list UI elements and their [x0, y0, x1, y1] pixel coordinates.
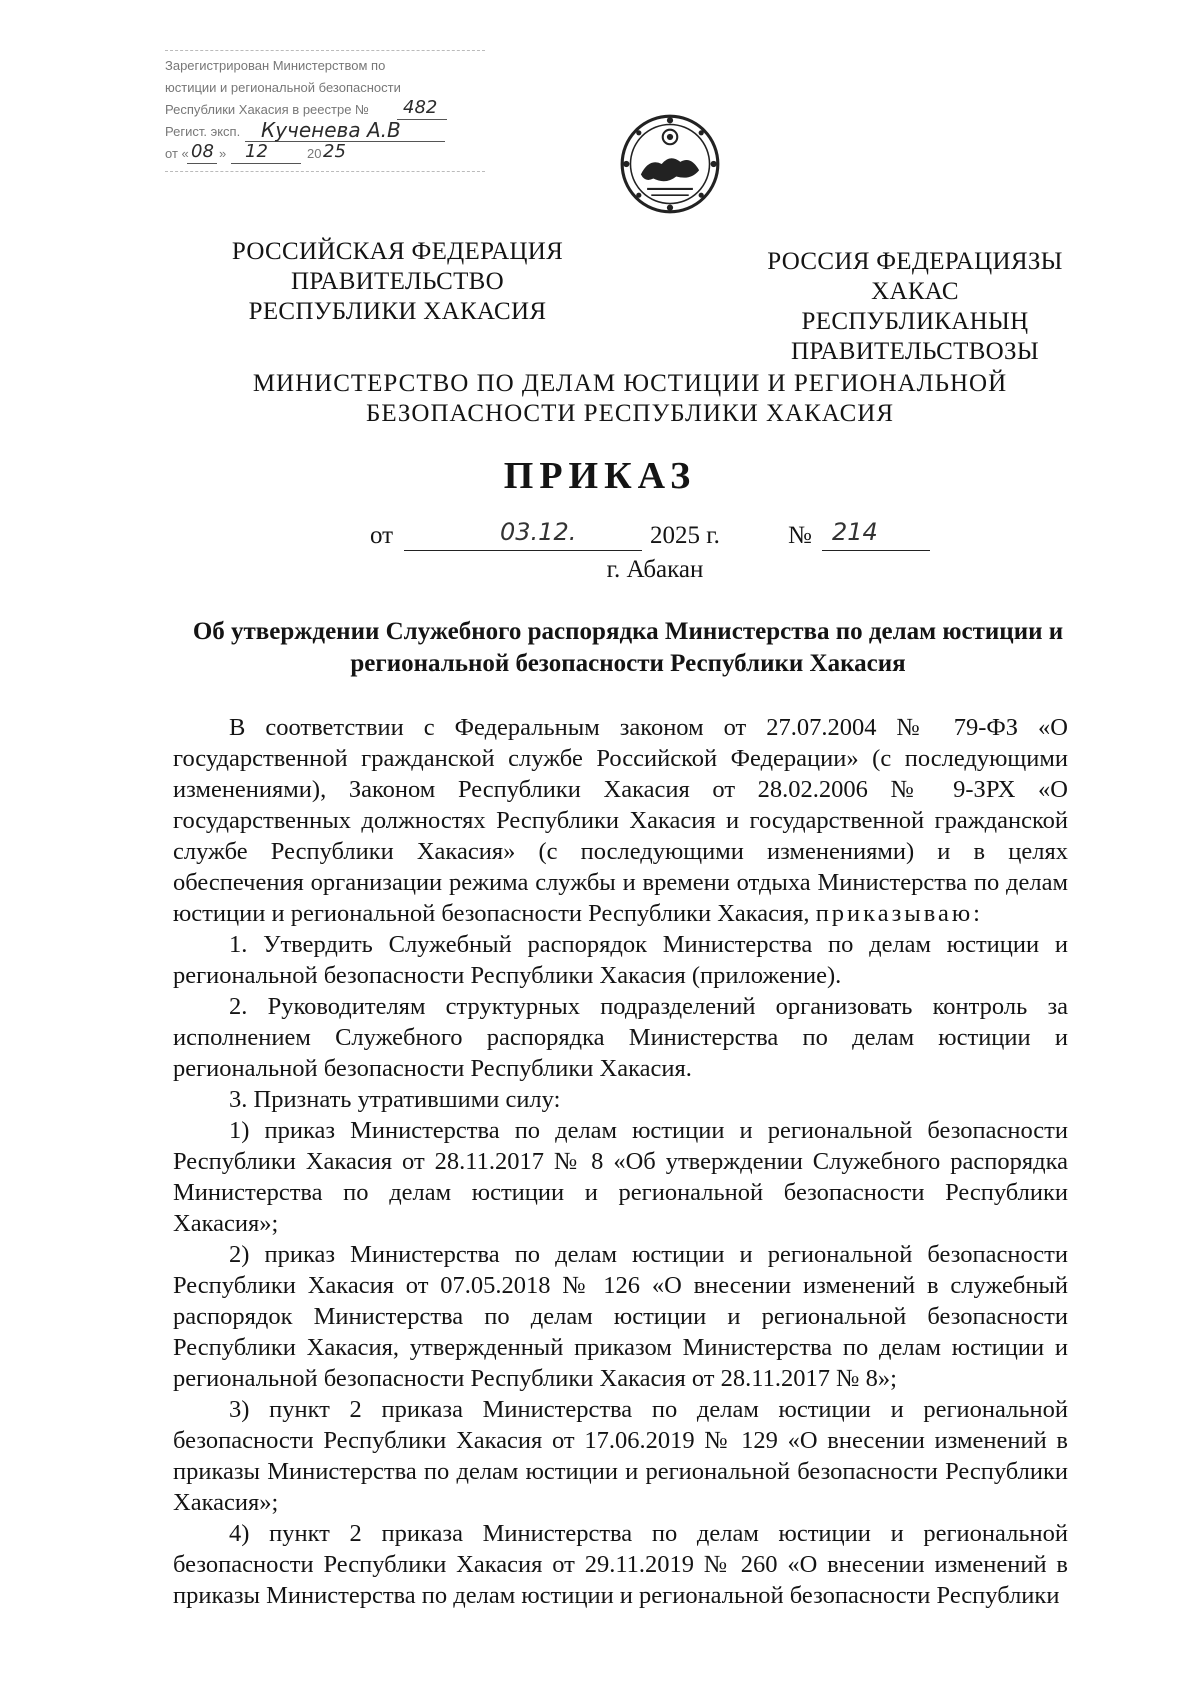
header-russian	[225, 237, 570, 327]
header-left-line: РОССИЙСКАЯ ФЕДЕРАЦИЯ	[231, 238, 564, 265]
khakassia-emblem-icon	[618, 112, 722, 216]
stamp-underline	[187, 163, 217, 164]
ministry-line: БЕЗОПАСНОСТИ РЕСПУБЛИКИ ХАКАСИЯ	[365, 400, 895, 427]
order-subject	[178, 616, 1078, 680]
subitem-3: 3) пункт 2 приказа Министерства по делам юстиции и региональной безопасности Республики Хакасия от 17.06.2019 № 129 «О внесении изменений в приказы Министерства по делам юстиции и региональной безопасности Республики Хакасия»;	[173, 1396, 1068, 1516]
stamp-register-number: 482	[403, 99, 438, 118]
stamp-line-date	[165, 143, 485, 165]
stamp-line: юстиции и региональной безопасности	[165, 80, 401, 95]
header-left-line: ПРАВИТЕЛЬСТВО	[290, 268, 505, 295]
ministry-line: МИНИСТЕРСТВО ПО ДЕЛАМ ЮСТИЦИИ И РЕГИОНАЛЬНОЙ	[252, 370, 1008, 397]
stamp-date-year: 25	[323, 143, 346, 162]
header-right-line: ХАКАС РЕСПУБЛИКАНЫҢ	[801, 278, 1029, 335]
stamp-line: Регист. эксп.	[165, 124, 241, 139]
stamp-line: Республики Хакасия в реестре №	[165, 102, 369, 117]
order-date-line	[370, 518, 970, 556]
subitem-1: 1) приказ Министерства по делам юстиции и региональной безопасности Республики Хакасия от 28.11.2017 № 8 «Об утверждении Служебного распорядка Министерства по делам юстиции и региональной безопасности Республики Хакасия»;	[173, 1117, 1068, 1237]
stamp-underline	[231, 163, 301, 164]
stamp-date-year-prefix: 20	[307, 146, 322, 161]
order-word: приказываю:	[815, 900, 983, 927]
item-3: 3. Признать утратившими силу:	[229, 1086, 561, 1113]
stamp-registrar-signature: Кученева А.В	[261, 121, 401, 142]
header-right-line: РОССИЯ ФЕДЕРАЦИЯЗЫ	[767, 248, 1063, 275]
order-city: г. Абакан	[606, 556, 704, 583]
subitem-2: 2) приказ Министерства по делам юстиции и региональной безопасности Республики Хакасия от 07.05.2018 № 126 «О внесении изменений в служебный распорядок Министерства по делам юстиции и региональной безопасности Республики Хакасия, утвержденный приказом Министерства по делам юстиции и региональной безопасности Республики Хакасия от 28.11.2017 № 8»;	[173, 1241, 1068, 1392]
stamp-line-register	[165, 99, 485, 121]
document-title: ПРИКАЗ	[503, 455, 697, 497]
stamp-line: Зарегистрирован Министерством по	[165, 58, 386, 73]
stamp-underline	[397, 119, 447, 120]
subject-line: региональной безопасности Республики Хакасия	[350, 650, 906, 677]
preamble-paragraph	[173, 712, 1068, 929]
stamp-bottom-border	[165, 171, 485, 172]
stamp-date-day: 08	[191, 143, 214, 162]
header-khakas	[765, 247, 1065, 367]
item-2: 2. Руководителям структурных подразделений организовать контроль за исполнением Служебного распорядка Министерства по делам юстиции и региональной безопасности Республики Хакасия.	[173, 993, 1068, 1082]
header-left-line: РЕСПУБЛИКИ ХАКАСИЯ	[248, 298, 547, 325]
order-body	[173, 712, 1068, 1611]
preamble-text: В соответствии с Федеральным законом от 27.07.2004 № 79-ФЗ «О государственной гражданской службе Российской Федерации» (с последующими изменениями), Законом Республики Хакасия от 28.02.2006 № 9-ЗРХ «О государственных должностях Республики Хакасия и государственной гражданской службе Республики Хакасия» (с последующими изменениями) и в целях обеспечения организации режима службы и времени отдыха Министерства по делам юстиции и региональной безопасности Республики Хакасия,	[173, 714, 1068, 927]
order-number-handwritten: 214	[832, 518, 878, 546]
subject-line: Об утверждении Служебного распорядка Министерства по делам юстиции и	[192, 618, 1064, 645]
order-year: 2025 г.	[650, 522, 720, 549]
header-right-line: ПРАВИТЕЛЬСТВОЗЫ	[791, 338, 1039, 365]
order-date-handwritten: 03.12.	[500, 518, 577, 546]
stamp-date-month: 12	[245, 143, 268, 162]
date-underline	[404, 550, 642, 551]
from-label: от	[370, 522, 394, 549]
number-label: №	[788, 522, 812, 549]
ministry-name	[200, 369, 1060, 429]
stamp-line-registrar	[165, 121, 485, 143]
item-1: 1. Утвердить Служебный распорядок Министерства по делам юстиции и региональной безопасности Республики Хакасия (приложение).	[173, 931, 1068, 989]
stamp-quote: »	[219, 146, 227, 161]
stamp-date-prefix: от «	[165, 146, 189, 161]
stamp-top-border	[165, 50, 485, 51]
registration-stamp	[165, 44, 485, 176]
subitem-4: 4) пункт 2 приказа Министерства по делам юстиции и региональной безопасности Республики Хакасия от 29.11.2019 № 260 «О внесении изменений в приказы Министерства по делам юстиции и региональной безопасности Республики	[173, 1520, 1068, 1609]
number-underline	[822, 550, 930, 551]
